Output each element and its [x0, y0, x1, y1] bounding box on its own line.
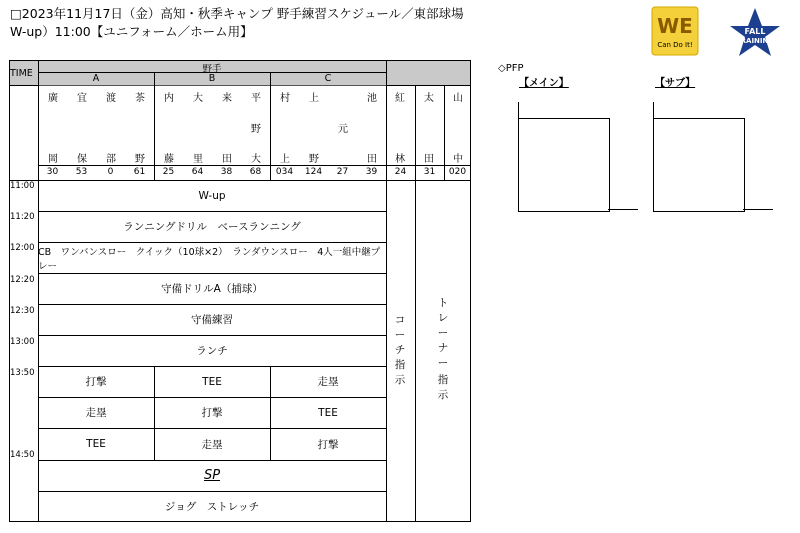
svg-text:WE: WE [657, 14, 693, 38]
player-number: 61 [133, 167, 146, 177]
player-name-top: 茶 [135, 93, 145, 104]
time-label: 14:50 [10, 450, 35, 460]
player-name-bottom: 田 [367, 154, 377, 165]
player-number: 25 [162, 167, 175, 177]
time-label: 12:20 [10, 275, 35, 285]
pfp-sub-label: 【サブ】 [655, 78, 696, 89]
rotation-cell: 走塁 [317, 376, 339, 388]
player-name-bottom: 上 [280, 154, 290, 165]
svg-text:TRAINING: TRAINING [735, 37, 775, 45]
player-name-bottom: 大 [251, 154, 261, 165]
pfp-title: ◇PFP [498, 63, 524, 74]
player-name-top: 宜 [77, 93, 87, 104]
rotation-cell: 打撃 [201, 407, 223, 419]
player-name-bottom: 田 [222, 154, 232, 165]
page-subtitle: W-up）11:00【ユニフォーム／ホーム用】 [10, 24, 253, 39]
rotation-cell: TEE [202, 375, 222, 388]
player-name-top: 山 [453, 93, 463, 104]
pfp-main-label: 【メイン】 [519, 78, 569, 89]
player-name-top: 内 [164, 93, 174, 104]
player-number: 31 [423, 167, 436, 177]
time-label: 12:30 [10, 306, 35, 316]
player-name-top: 大 [193, 93, 203, 104]
player-name-bottom: 野 [135, 154, 145, 165]
subgroup-c: C [324, 73, 332, 84]
rotation-cell: 打撃 [85, 376, 107, 388]
player-name-bottom: 田 [424, 154, 434, 165]
player-name-bottom: 林 [395, 154, 405, 165]
rotation-cell: TEE [86, 438, 106, 450]
player-number: 124 [304, 167, 323, 177]
rotation-cell: 走塁 [201, 438, 223, 451]
rotation-cell: 走塁 [85, 407, 107, 419]
player-name-top: 廣 [48, 93, 58, 104]
player-number: 30 [46, 167, 59, 177]
svg-text:Can Do It!: Can Do It! [657, 41, 693, 49]
player-number: 38 [220, 167, 233, 177]
rotation-cell: 打撃 [317, 438, 339, 451]
player-name-mid: 元 [338, 124, 348, 135]
player-name-top: 上 [309, 93, 319, 104]
svg-text:FALL: FALL [744, 27, 766, 36]
schedule-row-stretch: ジョグ ストレッチ [164, 501, 260, 513]
pfp-sub-diagram [653, 118, 745, 212]
player-name-top: 渡 [106, 93, 116, 104]
player-number: 27 [336, 167, 349, 177]
subgroup-a: A [92, 73, 100, 84]
schedule-row-lunch: ランチ [196, 345, 228, 357]
player-name-top: 来 [222, 93, 232, 104]
time-label: 11:20 [10, 212, 35, 222]
player-number: 64 [191, 167, 204, 177]
player-name-bottom: 藤 [164, 154, 174, 165]
time-header: TIME [10, 68, 33, 79]
page-title: □2023年11月17日（金）高知・秋季キャンプ 野手練習スケジュール／東部球場 [10, 6, 464, 21]
time-label: 11:00 [10, 181, 35, 191]
player-name-bottom: 部 [106, 154, 116, 165]
schedule-table: TIME 野手 A B C 廣 岡 30 宜 保 53 渡 部 0 茶 野 61 内 藤 25 大 里 64 来 田 38 平 野 大 68 村 上 034 上 野 124 元 27 池 田 39 紅 林 24 太 田 31 山 中 020 11:00 11:20 12:00 12:20 12:30 13:00 13:50 14:50 W-up ランニングドリル ベースランニング CB ワンバンスロー クイック（10球×2） ランダウンスロー 4人一組中継プレー 守備ドリルA（捕球） 守備練習 ランチ 打撃 TEE 走塁 走塁 打撃 TEE TEE 走塁 打撃 SP ジョグ ストレッチ コ ー チ 指 示 ト レ ー ナ ー 指 示 [0, 0, 800, 533]
player-number: 034 [275, 167, 294, 177]
player-name-bottom: 里 [193, 154, 203, 165]
schedule-row-defense-practice: 守備練習 [191, 314, 233, 326]
schedule-row-running: ランニングドリル ベースランニング [123, 221, 301, 233]
player-name-top: 村 [280, 93, 290, 104]
time-label: 13:50 [10, 368, 35, 378]
player-name-bottom: 中 [453, 154, 463, 165]
sp-row: SP [203, 468, 221, 483]
player-number: 68 [249, 167, 262, 177]
player-name-mid: 野 [251, 124, 261, 135]
player-name-top: 太 [424, 93, 434, 104]
player-number: 0 [107, 167, 114, 177]
player-number: 020 [448, 167, 467, 177]
player-name-bottom: 岡 [48, 154, 58, 165]
player-name-top: 紅 [395, 93, 405, 104]
player-name-top: 平 [251, 93, 261, 104]
time-label: 13:00 [10, 337, 35, 347]
player-number: 24 [394, 167, 407, 177]
player-number: 53 [75, 167, 88, 177]
pfp-main-diagram [518, 118, 610, 212]
subgroup-b: B [208, 73, 216, 84]
schedule-row-wup: W-up [198, 189, 226, 202]
time-label: 12:00 [10, 243, 35, 253]
player-name-bottom: 野 [309, 154, 319, 165]
schedule-row-defense-drill: 守備ドリルA（捕球） [161, 283, 263, 295]
player-name-top: 池 [367, 93, 377, 104]
player-number: 39 [365, 167, 378, 177]
group-header: 野手 [202, 64, 222, 75]
schedule-row-throwing: CB ワンバンスロー クイック（10球×2） ランダウンスロー 4人一組中継プレー [38, 246, 381, 272]
rotation-cell: TEE [318, 406, 338, 419]
player-name-bottom: 保 [77, 154, 87, 165]
